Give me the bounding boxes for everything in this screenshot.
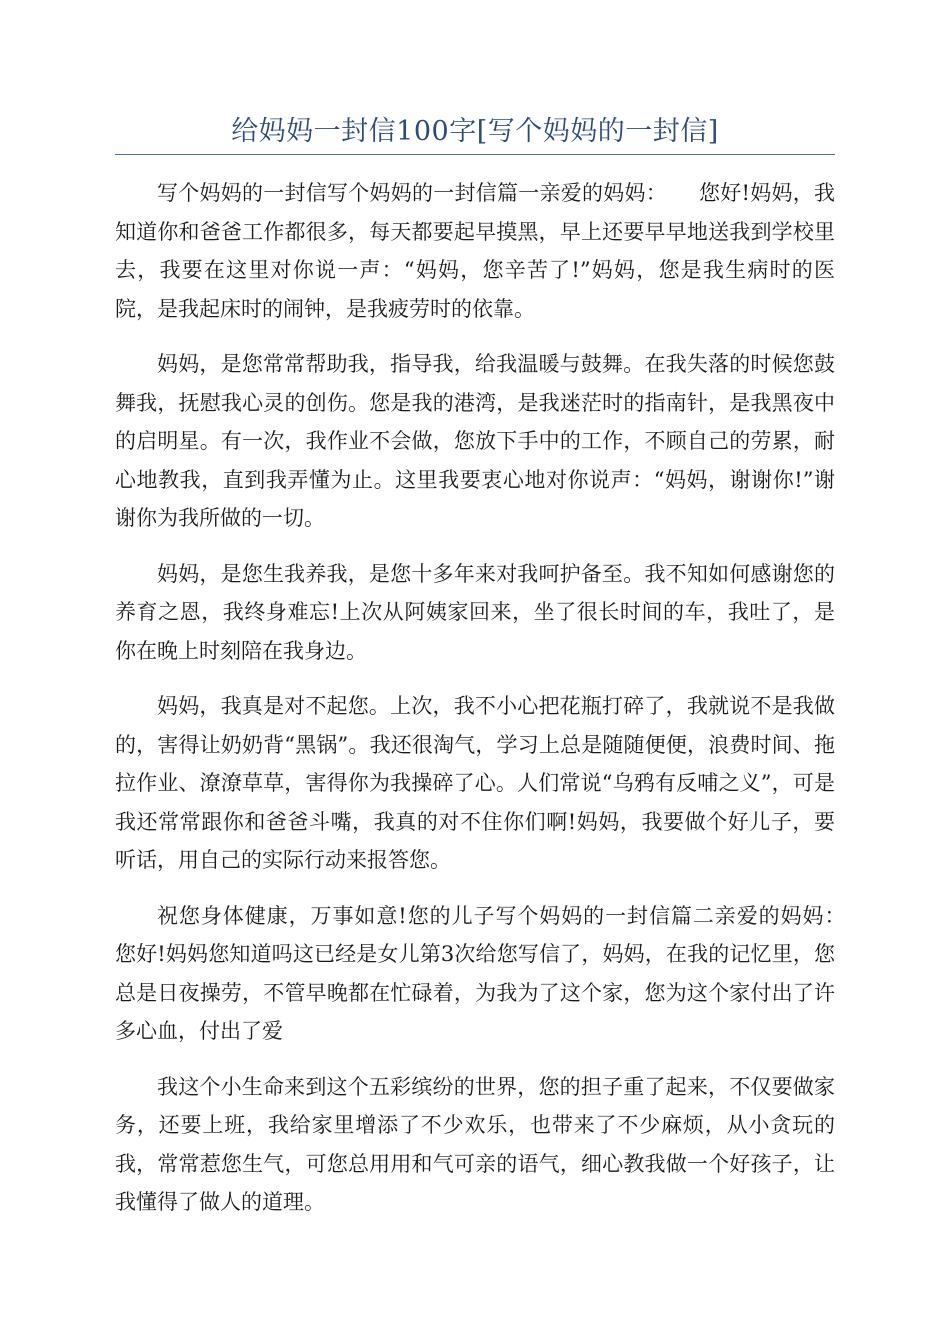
paragraph-1: 写个妈妈的一封信写个妈妈的一封信篇一亲爱的妈妈： 您好!妈妈，我知道你和爸爸工作都很多，每天都要起早摸黑，早上还要早早地送我到学校里去，我要在这里对你说一声：“妈妈，您辛苦了!”妈妈，您是我生病时的医院，是我起床时的闹钟，是我疲劳时的依靠。: [115, 181, 835, 321]
document-title: 给妈妈一封信100字[写个妈妈的一封信]: [231, 116, 719, 147]
paragraph-4: 妈妈，我真是对不起您。上次，我不小心把花瓶打碎了，我就说不是我做的，害得让奶奶背“黑锅”。我还很淘气，学习上总是随随便便，浪费时间、拖拉作业、潦潦草草，害得你为我操碎了心。人们常说“乌鸦有反哺之义”，可是我还常常跟你和爸爸斗嘴，我真的对不住你们啊!妈妈，我要做个好儿子，要听话，用自己的实际行动来报答您。: [115, 694, 835, 872]
title-underline: [115, 154, 835, 155]
paragraph-5: 祝您身体健康，万事如意!您的儿子写个妈妈的一封信篇二亲爱的妈妈： 您好!妈妈您知道吗这已经是女儿第3次给您写信了，妈妈，在我的记忆里，您总是日夜操劳，不管早晚都在忙碌着，为我为了这个家，您为这个家付出了许多心血，付出了爱: [115, 903, 877, 1043]
document-body: [115, 174, 877, 1239]
paragraph-3: 妈妈，是您生我养我，是您十多年来对我呵护备至。我不知如何感谢您的养育之恩，我终身难忘!上次从阿姨家回来，坐了很长时间的车，我吐了，是你在晚上时刻陪在我身边。: [115, 561, 835, 663]
paragraph-6: 我这个小生命来到这个五彩缤纷的世界，您的担子重了起来，不仅要做家务，还要上班，我给家里增添了不少欢乐，也带来了不少麻烦，从小贪玩的我，常常惹您生气，可您总用用和气可亲的语气，细心教我做一个好孩子，让我懂得了做人的道理。: [115, 1074, 835, 1214]
paragraph-2: 妈妈，是您常常帮助我，指导我，给我温暖与鼓舞。在我失落的时候您鼓舞我，抚慰我心灵的创伤。您是我的港湾，是我迷茫时的指南针，是我黑夜中的启明星。有一次，我作业不会做，您放下手中的工作，不顾自己的劳累，耐心地教我，直到我弄懂为止。这里我要衷心地对你说声：“妈妈，谢谢你!”谢谢你为我所做的一切。: [115, 352, 835, 530]
